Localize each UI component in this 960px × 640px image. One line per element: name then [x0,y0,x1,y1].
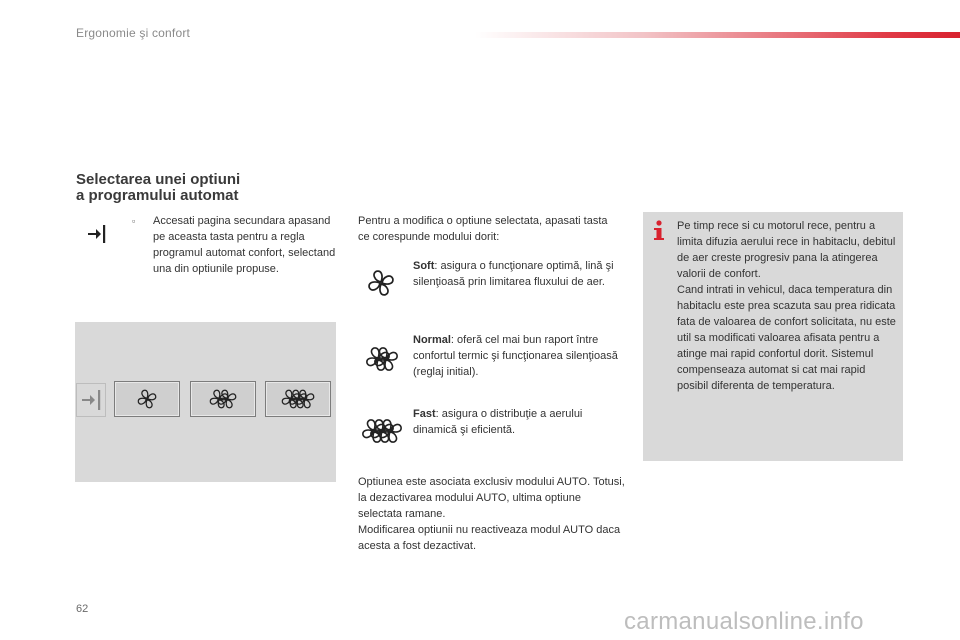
enter-page-icon [86,223,108,245]
auto-note-p1: Optiunea este asociata exclusiv modului AUTO. Totusi, la dezactivarea modului AUTO, ultima optiune selectata ramane. [358,476,625,520]
normal-mode-button[interactable] [190,381,256,417]
soft-fan-icon [366,268,396,298]
info-text [677,218,899,394]
fast-fan-icon [360,417,404,447]
mode-normal-text [413,332,623,380]
auto-note-p2: Modificarea optiunii nu reactiveaza modul AUTO daca acesta a fost dezactivat. [358,524,621,552]
watermark: carmanualsonline.info [624,608,864,635]
normal-fan-icon [364,345,400,375]
mode-fast-name: Fast [413,408,436,420]
page-number: 62 [76,603,89,615]
fan-1-icon [136,388,158,410]
header-accent-bar [475,32,960,38]
mode-soft-text [413,258,623,290]
title-line-2: a programului automat [76,187,239,204]
info-icon [650,220,668,242]
page-title [76,172,240,204]
step-instruction: Accesati pagina secundara apasand pe aceasta tasta pentru a regla programul automat confort, selectand una din optiunile propuse. [153,215,336,275]
mode-fast-text [413,406,623,438]
fast-mode-button[interactable] [265,381,331,417]
soft-mode-button[interactable] [114,381,180,417]
mode-soft-desc: : asigura o funcţionare optimă, lină şi silenţioasă prin limitarea fluxului de aer. [413,260,614,288]
auto-mode-note [358,474,628,554]
fan-2-icon [208,388,238,410]
panel-enter-icon[interactable] [76,383,106,417]
bullet-icon: ▫ [132,216,136,226]
title-line-1: Selectarea unei optiuni [76,171,241,188]
mode-normal-name: Normal [413,334,451,346]
mode-normal-desc: : oferă cel mai bun raport între confortul termic şi funcţionarea silenţioasă (reglaj initial). [413,334,618,378]
mode-soft-name: Soft [413,260,435,272]
mode-intro: Pentru a modifica o optiune selectata, apasati tasta ce corespunde modului dorit: [358,215,608,243]
info-p1: Pe timp rece si cu motorul rece, pentru a limita difuzia aerului rece in habitaclu, debitul de aer creste progresiv pana la atingerea valorii de confort. [677,220,896,280]
info-p2: Cand intrati in vehicul, daca temperatura din habitaclu este prea scazuta sau prea ridicata fata de valoarea de confort solicitata, nu este util sa modificati valoarea afisata pentru a atinge mai rapid confortul dorit. Sistemul compenseaza automat si cat mai rapid posibil diferenta de temperatura. [677,284,896,392]
mode-fast-desc: : asigura o distribuţie a aerului dinamică şi eficientă. [413,408,583,436]
section-header: Ergonomie şi confort [76,26,191,40]
fan-3-icon [280,388,316,410]
